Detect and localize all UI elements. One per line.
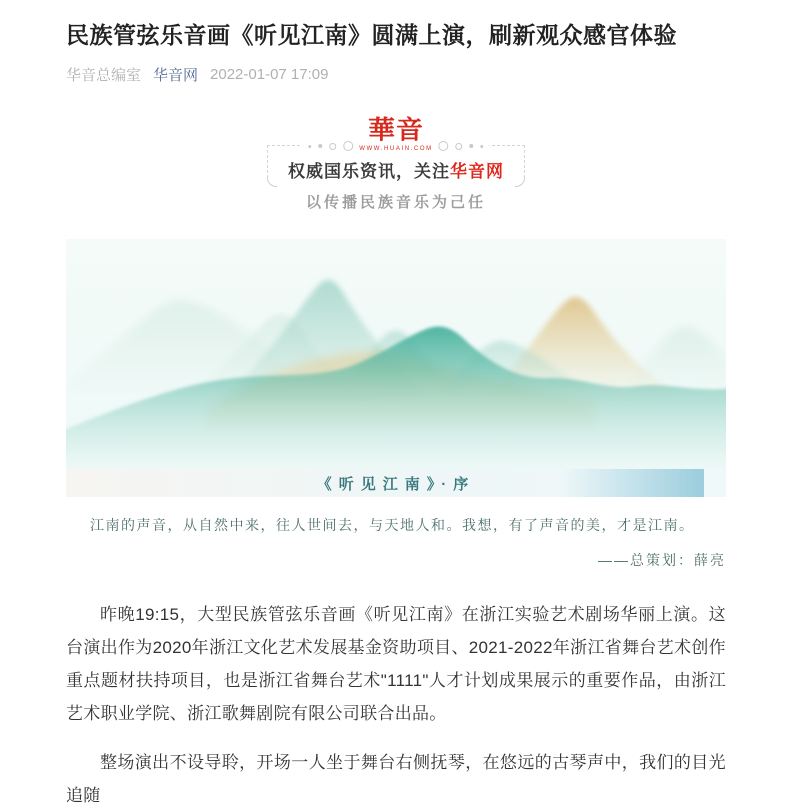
circle-icon <box>329 143 336 150</box>
article-body <box>66 598 726 812</box>
paragraph: 昨晚19:15，大型民族管弦乐音画《听见江南》在浙江实验艺术剧场华丽上演。这台演出作为2020年浙江文化艺术发展基金资助项目、2021-2022年浙江省舞台艺术创作重点题材扶持项目，也是浙江省舞台艺术"1111"人才计划成果展示的重要作品，由浙江艺术职业学院、浙江歌舞剧院有限公司联合出品。 <box>66 605 726 724</box>
huain-logo <box>359 117 432 152</box>
circle-icon <box>439 141 449 151</box>
article-figure <box>66 239 726 497</box>
banner-slogan-prefix: 权威国乐资讯，关注 <box>288 162 450 182</box>
circle-icon <box>456 143 463 150</box>
quote-text: 江南的声音，从自然中来，往人世间去，与天地人和。我想，有了声音的美，才是江南。 <box>90 517 695 534</box>
byline-source-link[interactable]: 华音网 <box>153 67 199 85</box>
banner-slogan-highlight: 华音网 <box>450 162 504 182</box>
banner-dots-right <box>439 141 484 151</box>
dot-icon <box>318 144 322 148</box>
dot-icon <box>470 144 474 148</box>
byline <box>66 64 726 85</box>
promo-banner[interactable] <box>264 115 528 211</box>
dot-icon <box>308 145 311 148</box>
huain-logo-characters: 華音 <box>368 115 424 146</box>
circle-icon <box>343 141 353 151</box>
page-title: 民族管弦乐音画《听见江南》圆满上演，刷新观众感官体验 <box>66 22 677 48</box>
dot-icon <box>481 145 484 148</box>
mountain-landscape-image <box>66 239 726 469</box>
byline-author: 华音总编室 <box>66 67 142 85</box>
quote-attribution: ——总策划：薛亮 <box>598 552 726 569</box>
paragraph: 整场演出不设导聆，开场一人坐于舞台右侧抚琴，在悠远的古琴声中，我们的目光追随 <box>66 753 726 806</box>
banner-logo-row <box>302 115 489 152</box>
huain-logo-url: WWW.HUAIN.COM <box>359 146 433 153</box>
figure-caption-band <box>66 469 726 497</box>
banner-tagline: 以传播民族音乐为己任 <box>305 194 486 212</box>
banner-dots-left <box>308 141 353 151</box>
byline-datetime: 2022-01-07 17:09 <box>210 66 329 84</box>
banner-slogan <box>264 157 528 182</box>
figure-caption-text: 《听见江南》·序 <box>316 475 476 493</box>
opening-quote <box>66 515 726 570</box>
caption-gradient-bar <box>559 469 704 497</box>
